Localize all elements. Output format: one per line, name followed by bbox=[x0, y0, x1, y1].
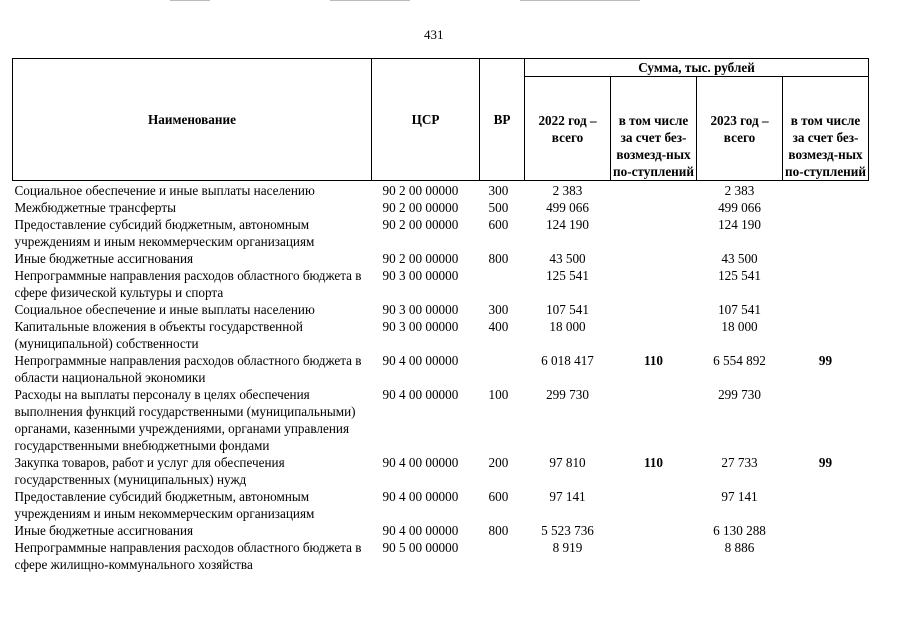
row-2023-total: 2 383 bbox=[724, 183, 755, 198]
row-csr: 90 2 00 00000 bbox=[382, 183, 459, 198]
row-name: Предоставление субсидий бюджетным, автономным учреждениям и иным некоммерческим организациям bbox=[14, 489, 315, 521]
table-row bbox=[13, 522, 869, 539]
row-2022-free bbox=[611, 318, 697, 352]
row-vr: 500 bbox=[488, 200, 509, 215]
row-2023-free bbox=[783, 488, 869, 522]
row-2023-free: 99 bbox=[818, 353, 833, 368]
row-name: Социальное обеспечение и иные выплаты населению bbox=[14, 183, 315, 198]
row-csr: 90 3 00 00000 bbox=[382, 268, 459, 283]
header-name: Наименование bbox=[13, 59, 372, 181]
row-name: Капитальные вложения в объекты государственной (муниципальной) собственности bbox=[14, 319, 303, 351]
table-row bbox=[13, 352, 869, 386]
table-row bbox=[13, 301, 869, 318]
row-2023-total: 8 886 bbox=[724, 540, 755, 555]
row-csr: 90 4 00 00000 bbox=[382, 455, 459, 470]
row-csr: 90 2 00 00000 bbox=[382, 251, 459, 266]
header-2023-free: в том числе за счет без-возмезд-ных по-ступлений bbox=[783, 77, 869, 181]
row-2023-total: 6 130 288 bbox=[713, 523, 766, 538]
row-vr: 300 bbox=[488, 302, 509, 317]
table-row bbox=[13, 216, 869, 250]
row-2023-free bbox=[783, 318, 869, 352]
row-2022-free bbox=[611, 181, 697, 200]
row-vr: 600 bbox=[488, 489, 509, 504]
row-csr: 90 4 00 00000 bbox=[382, 523, 459, 538]
row-2023-free: 99 bbox=[818, 455, 833, 470]
row-vr: 600 bbox=[488, 217, 509, 232]
row-2023-total: 43 500 bbox=[721, 251, 758, 266]
row-2023-total: 499 066 bbox=[718, 200, 761, 215]
row-vr: 300 bbox=[488, 183, 509, 198]
row-2023-total: 97 141 bbox=[721, 489, 758, 504]
table-row bbox=[13, 386, 869, 454]
row-vr: 800 bbox=[488, 523, 509, 538]
table-row bbox=[13, 181, 869, 200]
row-2023-total: 18 000 bbox=[721, 319, 758, 334]
scan-artifact-line bbox=[520, 0, 640, 1]
row-csr: 90 3 00 00000 bbox=[382, 319, 459, 334]
row-2022-total: 5 523 736 bbox=[541, 523, 594, 538]
table-row bbox=[13, 539, 869, 573]
row-name: Предоставление субсидий бюджетным, автономным учреждениям и иным некоммерческим организациям bbox=[14, 217, 315, 249]
header-csr: ЦСР bbox=[372, 59, 480, 181]
row-name: Непрограммные направления расходов областного бюджета в сфере жилищно-коммунального хозяйства bbox=[14, 540, 362, 572]
table-row bbox=[13, 488, 869, 522]
row-2023-free bbox=[783, 250, 869, 267]
row-2022-total: 2 383 bbox=[552, 183, 583, 198]
table-row bbox=[13, 318, 869, 352]
row-vr: 800 bbox=[488, 251, 509, 266]
row-csr: 90 2 00 00000 bbox=[382, 200, 459, 215]
row-2022-free bbox=[611, 488, 697, 522]
row-2022-total: 6 018 417 bbox=[541, 353, 594, 368]
row-csr: 90 3 00 00000 bbox=[382, 302, 459, 317]
row-2023-free bbox=[783, 267, 869, 301]
header-vr: ВР bbox=[480, 59, 525, 181]
row-vr: 400 bbox=[488, 319, 509, 334]
row-name: Непрограммные направления расходов областного бюджета в сфере физической культуры и спорта bbox=[14, 268, 362, 300]
row-name: Иные бюджетные ассигнования bbox=[14, 251, 194, 266]
row-2023-total: 27 733 bbox=[721, 455, 758, 470]
page-number: 431 bbox=[424, 27, 444, 42]
row-2023-free bbox=[783, 386, 869, 454]
row-2022-free: 110 bbox=[643, 353, 664, 368]
row-2023-free bbox=[783, 199, 869, 216]
scan-artifact-line bbox=[170, 0, 210, 1]
row-name: Закупка товаров, работ и услуг для обеспечения государственных (муниципальных) нужд bbox=[14, 455, 285, 487]
row-csr: 90 4 00 00000 bbox=[382, 353, 459, 368]
table-row bbox=[13, 199, 869, 216]
row-vr: 100 bbox=[488, 387, 509, 402]
row-2022-total: 299 730 bbox=[546, 387, 589, 402]
header-sum-group: Сумма, тыс. рублей bbox=[525, 59, 869, 77]
header-2022-free: в том числе за счет без-возмезд-ных по-ступлений bbox=[611, 77, 697, 181]
row-2022-free bbox=[611, 522, 697, 539]
row-2022-total: 125 541 bbox=[546, 268, 589, 283]
row-2023-free bbox=[783, 301, 869, 318]
row-2023-free bbox=[783, 181, 869, 200]
row-2023-total: 107 541 bbox=[718, 302, 761, 317]
row-2023-total: 6 554 892 bbox=[713, 353, 766, 368]
row-2023-free bbox=[783, 522, 869, 539]
row-vr bbox=[480, 267, 525, 301]
row-2022-total: 499 066 bbox=[546, 200, 589, 215]
header-2022-total: 2022 год – всего bbox=[525, 77, 611, 181]
table-row bbox=[13, 267, 869, 301]
row-name: Межбюджетные трансферты bbox=[14, 200, 176, 215]
row-2023-free bbox=[783, 216, 869, 250]
table-row bbox=[13, 250, 869, 267]
row-2022-free bbox=[611, 250, 697, 267]
row-csr: 90 2 00 00000 bbox=[382, 217, 459, 232]
row-2023-total: 299 730 bbox=[718, 387, 761, 402]
table-row bbox=[13, 454, 869, 488]
row-2023-total: 124 190 bbox=[718, 217, 761, 232]
row-2022-total: 8 919 bbox=[552, 540, 583, 555]
budget-table bbox=[12, 58, 869, 573]
row-2022-free bbox=[611, 539, 697, 573]
row-2022-free bbox=[611, 199, 697, 216]
row-2022-free bbox=[611, 216, 697, 250]
row-csr: 90 5 00 00000 bbox=[382, 540, 459, 555]
header-2023-total: 2023 год – всего bbox=[697, 77, 783, 181]
row-csr: 90 4 00 00000 bbox=[382, 387, 459, 402]
row-vr bbox=[480, 352, 525, 386]
row-2022-free bbox=[611, 267, 697, 301]
row-2022-free bbox=[611, 301, 697, 318]
row-vr: 200 bbox=[488, 455, 509, 470]
scan-artifact-line bbox=[330, 0, 410, 1]
row-2022-total: 124 190 bbox=[546, 217, 589, 232]
row-name: Расходы на выплаты персоналу в целях обеспечения выполнения функций государственными (муниципальными) органами, казенными учреждениями, органами управления государственными внебюджетными фондами bbox=[14, 387, 356, 453]
row-vr bbox=[480, 539, 525, 573]
row-2022-total: 97 810 bbox=[549, 455, 586, 470]
row-2022-total: 97 141 bbox=[549, 489, 586, 504]
row-2022-total: 43 500 bbox=[549, 251, 586, 266]
row-name: Социальное обеспечение и иные выплаты населению bbox=[14, 302, 315, 317]
row-2023-free bbox=[783, 539, 869, 573]
row-csr: 90 4 00 00000 bbox=[382, 489, 459, 504]
row-2022-total: 18 000 bbox=[549, 319, 586, 334]
row-2022-free bbox=[611, 386, 697, 454]
row-name: Иные бюджетные ассигнования bbox=[14, 523, 194, 538]
row-name: Непрограммные направления расходов областного бюджета в области национальной экономики bbox=[14, 353, 362, 385]
row-2022-total: 107 541 bbox=[546, 302, 589, 317]
row-2022-free: 110 bbox=[643, 455, 664, 470]
row-2023-total: 125 541 bbox=[718, 268, 761, 283]
